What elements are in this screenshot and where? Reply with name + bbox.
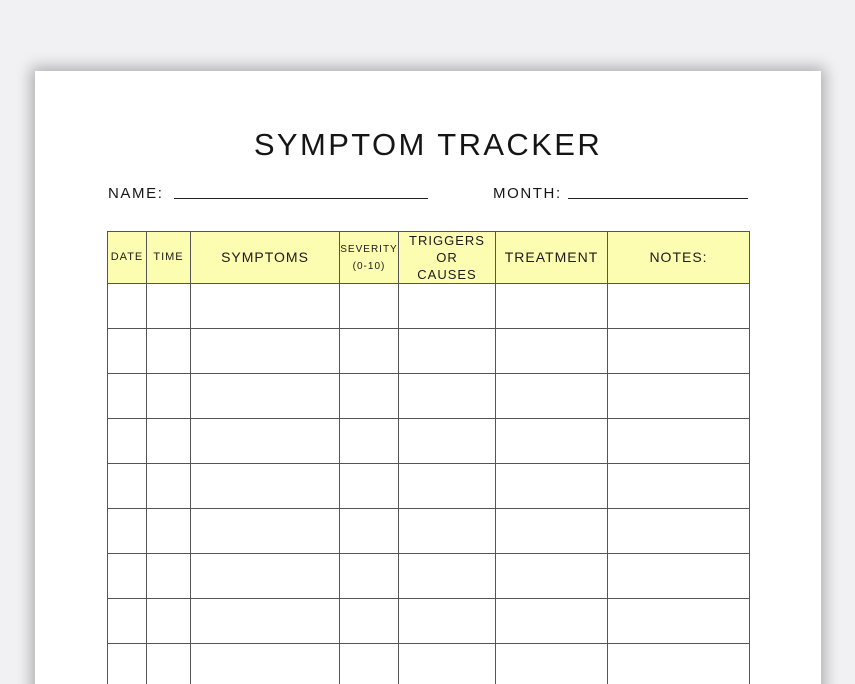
header-date: DATE: [108, 232, 147, 284]
symptom-table: [107, 231, 750, 684]
table-cell: [191, 554, 340, 599]
header-triggers-line1: TRIGGERS OR: [409, 233, 485, 265]
header-severity-line1: SEVERITY: [340, 243, 398, 255]
table-cell: [191, 329, 340, 374]
table-cell: [608, 509, 750, 554]
table-cell: [108, 644, 147, 684]
table-cell: [108, 599, 147, 644]
name-line: [174, 198, 428, 199]
table-cell: [399, 419, 496, 464]
table-cell: [399, 554, 496, 599]
table-cell: [496, 554, 608, 599]
table-cell: [399, 599, 496, 644]
table-cell: [108, 374, 147, 419]
table-cell: [399, 509, 496, 554]
table-cell: [340, 554, 399, 599]
table-cell: [108, 284, 147, 329]
header-triggers: [399, 232, 496, 284]
page-title: SYMPTOM TRACKER: [253, 127, 603, 162]
table-cell: [340, 329, 399, 374]
table-cell: [147, 599, 191, 644]
table-cell: [147, 644, 191, 684]
table-row: [108, 329, 750, 374]
table-cell: [191, 419, 340, 464]
header-notes: NOTES:: [608, 232, 750, 284]
table-cell: [608, 554, 750, 599]
table-cell: [496, 329, 608, 374]
table-cell: [147, 554, 191, 599]
table-cell: [108, 329, 147, 374]
table-row: [108, 599, 750, 644]
table-cell: [191, 644, 340, 684]
table-row: [108, 509, 750, 554]
table-cell: [108, 509, 147, 554]
table-cell: [340, 599, 399, 644]
table-row: [108, 464, 750, 509]
table-cell: [608, 644, 750, 684]
table-header-row: [108, 232, 750, 284]
header-severity: [340, 232, 399, 284]
table-cell: [191, 599, 340, 644]
table-cell: [340, 644, 399, 684]
table-cell: [191, 284, 340, 329]
table-row: [108, 554, 750, 599]
table-cell: [340, 464, 399, 509]
table-cell: [608, 329, 750, 374]
table-row: [108, 644, 750, 684]
table-cell: [399, 644, 496, 684]
table-cell: [496, 509, 608, 554]
table-cell: [496, 464, 608, 509]
table-cell: [608, 284, 750, 329]
header-symptoms: SYMPTOMS: [191, 232, 340, 284]
table-cell: [399, 284, 496, 329]
table-row: [108, 284, 750, 329]
header-triggers-line2: CAUSES: [417, 267, 477, 282]
table-cell: [608, 599, 750, 644]
month-label: MONTH:: [493, 185, 562, 202]
table-cell: [496, 644, 608, 684]
table-cell: [496, 284, 608, 329]
table-cell: [147, 284, 191, 329]
table-cell: [108, 419, 147, 464]
table-cell: [496, 374, 608, 419]
table-cell: [399, 329, 496, 374]
table-cell: [399, 374, 496, 419]
header-time: TIME: [147, 232, 191, 284]
table-row: [108, 419, 750, 464]
name-label: NAME:: [108, 185, 164, 202]
table-cell: [108, 464, 147, 509]
table-cell: [340, 374, 399, 419]
table-body: [108, 284, 750, 684]
table-cell: [108, 554, 147, 599]
table-cell: [340, 509, 399, 554]
table-cell: [608, 419, 750, 464]
printable-sheet: [35, 71, 821, 684]
table-cell: [147, 419, 191, 464]
table-cell: [496, 419, 608, 464]
table-cell: [191, 374, 340, 419]
table-cell: [147, 329, 191, 374]
table-cell: [147, 374, 191, 419]
table-row: [108, 374, 750, 419]
table-cell: [191, 509, 340, 554]
table-cell: [191, 464, 340, 509]
table-cell: [496, 599, 608, 644]
table-cell: [340, 284, 399, 329]
month-line: [568, 198, 748, 199]
table-cell: [147, 464, 191, 509]
table-cell: [147, 509, 191, 554]
table-cell: [340, 419, 399, 464]
table-cell: [608, 374, 750, 419]
table-cell: [399, 464, 496, 509]
header-severity-line2: (0-10): [352, 260, 386, 272]
header-treatment: TREATMENT: [496, 232, 608, 284]
table-cell: [608, 464, 750, 509]
